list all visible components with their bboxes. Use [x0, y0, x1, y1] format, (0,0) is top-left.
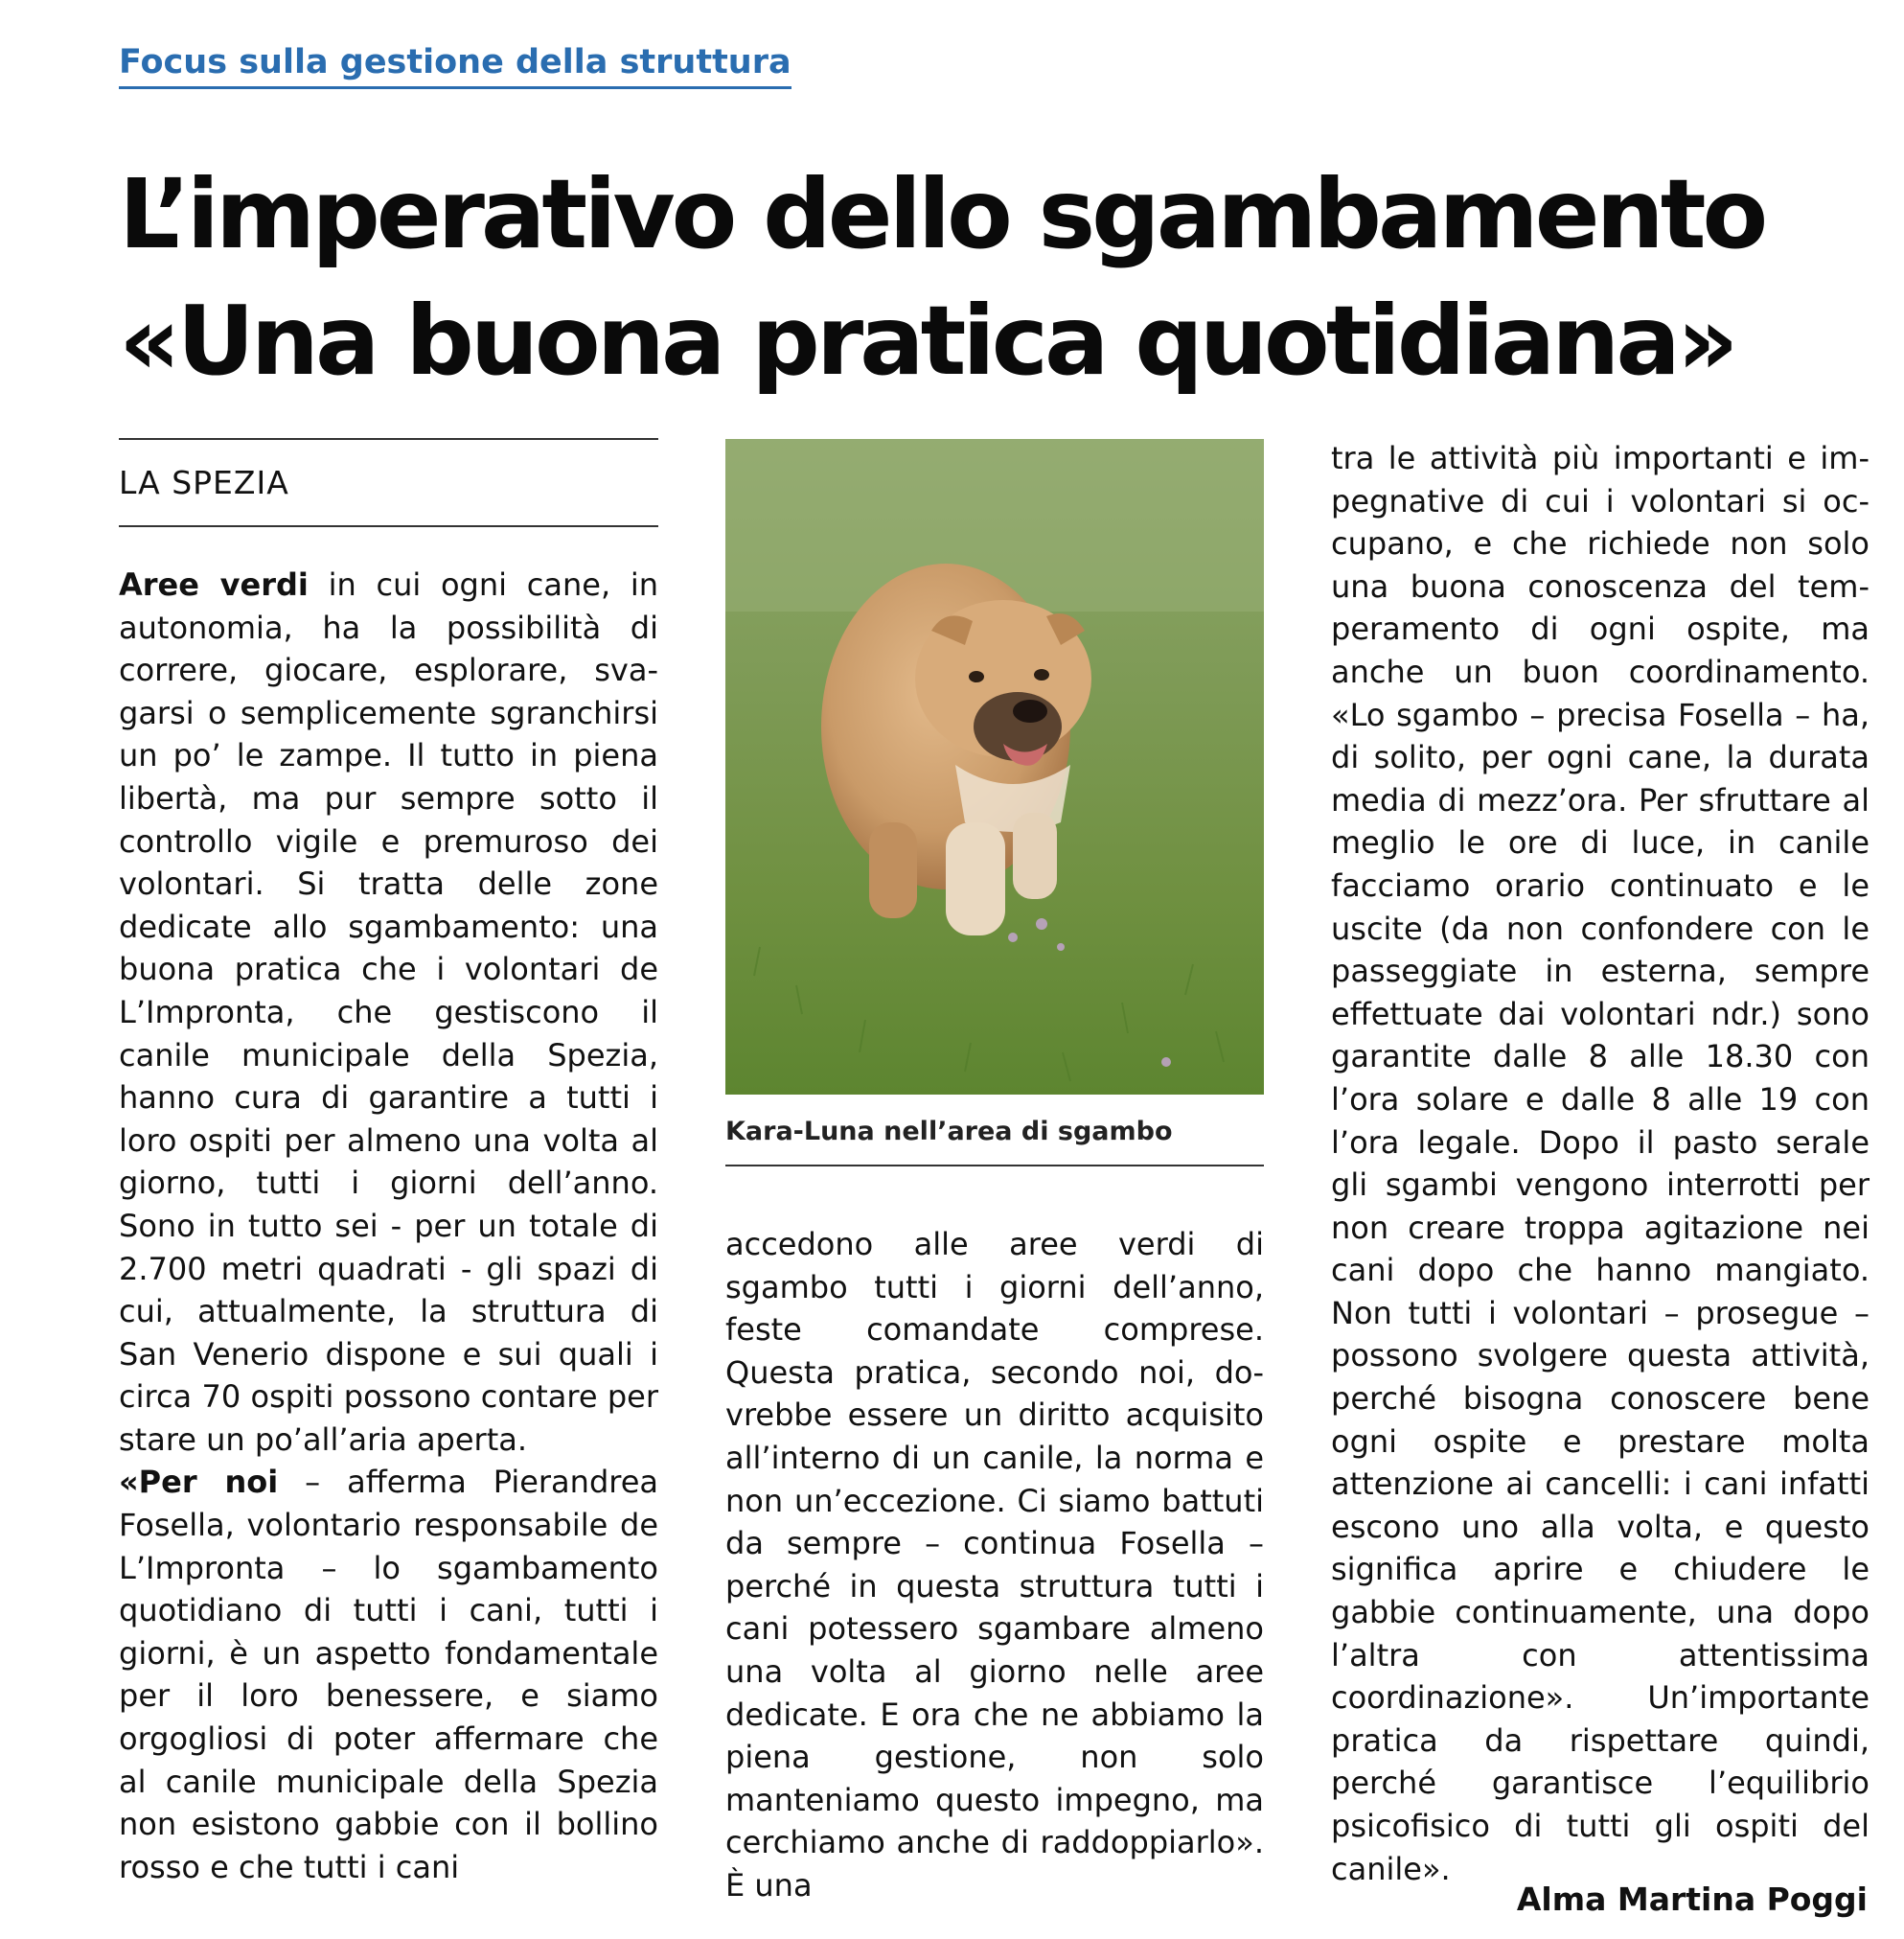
paragraph-lead: Aree verdi — [119, 566, 309, 603]
article-column-2 — [725, 1223, 1264, 1907]
dog-photo-illustration — [725, 439, 1264, 1095]
headline-line-1: L’imperativo dello sgambamento — [119, 158, 1765, 270]
paragraph: tra le attività più importanti e impegnative di cui i volontari si occupano, e che richiede non solo una buona conoscenza del temperamento di ogni ospite, ma anche un buon coordinamento. «Lo sgambo – precisa Fosella – ha, di solito, per ogni cane, la durata media di mezz’ora. Per sfruttare al meglio le ore di luce, in canile facciamo orario continuato e le uscite (da non confondere con le passeggiate in esterna, sempre effettuate dai volontari ndr.) sono garantite dalle 8 alle 18.30 con l’ora solare e dalle 8 alle 19 con l’ora legale. Dopo il pasto serale gli sgambi vengono interrotti per non creare troppa agitazione nei cani dopo che hanno mangiato. Non tutti i volontari – prosegue – possono svolgere questa attività, perché bisogna conoscere bene ogni ospite e prestare molta attenzione ai cancelli: i cani infatti escono uno alla volta, e questo significa aprire e chiudere le gabbie continuamente, una dopo l’altra con attentissima coordinazione». Un’importante pratica da rispettare quindi, perché garantisce l’equilibrio psicofisico di tutti gli ospiti del canile». — [1331, 440, 1870, 1887]
section-kicker: Focus sulla gestione della struttura — [119, 40, 791, 89]
dateline-top-rule — [119, 438, 658, 440]
dog-photo — [725, 439, 1264, 1095]
paragraph: accedono alle aree verdi di sgambo tutti i giorni dell’anno, feste comandate comprese. Questa pratica, secondo noi, dovrebbe essere un diritto acquisito all’interno di un canile, la norma e non un’eccezione. Ci siamo battuti da sempre – continua Fosella – perché in questa struttura tutti i cani potessero sgambare almeno una volta al giorno nelle aree dedicate. E ora che ne abbiamo la piena gestione, non solo manteniamo questo impegno, ma cerchiamo anche di raddoppiarlo». È una — [725, 1226, 1264, 1904]
paragraph-lead: «Per noi — [119, 1464, 279, 1501]
paragraph — [119, 1461, 658, 1888]
paragraph-text: in cui ogni cane, in autonomia, ha la possibilità di correre, giocare, esplorare, svagarsi o semplicemente sgranchirsi un po’ le zampe. Il tutto in piena libertà, ma pur sempre sotto il controllo vigile e premuroso dei volontari. Si tratta delle zone dedicate allo sgambamento: una buona pratica che i volontari de L’Impronta, che gestiscono il canile municipale della Spezia, hanno cura di garantire a tutti i loro ospiti per almeno una volta al giorno, tutti i giorni dell’anno. Sono in tutto sei - per un totale di 2.700 metri quadrati - gli spazi di cui, attualmente, la struttura di San Venerio dispone e sui quali i circa 70 ospiti possono contare per stare un po’all’aria aperta. — [119, 566, 659, 1458]
headline-line-2: «Una buona pratica quotidiana» — [119, 285, 1735, 397]
paragraph-text: – afferma Pierandrea Fosella, volontario responsabile de L’Impronta – lo sgambamento quotidiano di tutti i cani, tutti i giorni, è un aspetto fondamentale per il loro benessere, e siamo orgogliosi di poter affermare che al canile municipale della Spezia non esistono gabbie con il bollino rosso e che tutti i cani — [119, 1464, 658, 1885]
paragraph — [119, 564, 658, 1461]
dateline: LA SPEZIA — [119, 464, 289, 501]
author-byline: Alma Martina Poggi — [1516, 1881, 1868, 1918]
photo-caption: Kara-Luna nell’area di sgambo — [725, 1117, 1173, 1146]
dateline-bottom-rule — [119, 525, 658, 527]
article-column-1 — [119, 564, 658, 1888]
headline — [119, 151, 1892, 404]
caption-rule — [725, 1165, 1264, 1166]
article-column-3 — [1331, 437, 1870, 1890]
